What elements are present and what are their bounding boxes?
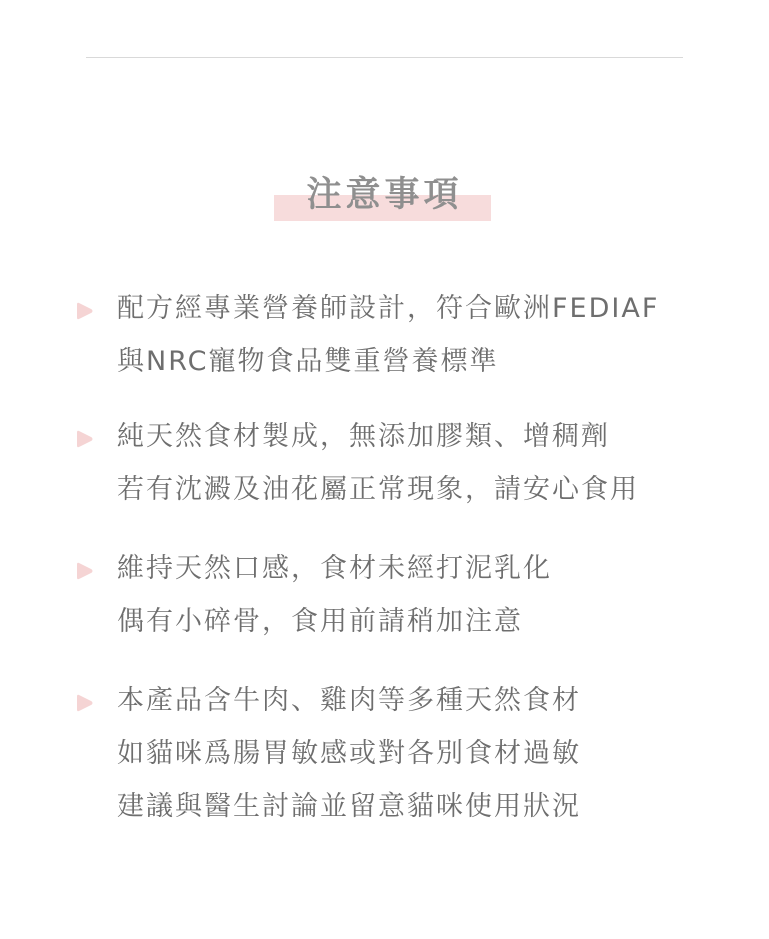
pink-triangle-bullet-icon: [74, 429, 94, 449]
note-line: 純天然食材製成，無添加膠類、增稠劑: [117, 421, 610, 452]
note-line: 維持天然口感，食材未經打泥乳化: [117, 553, 552, 584]
note-item: [0, 674, 769, 833]
note-line: 配方經專業營養師設計，符合歐洲FEDIAF: [117, 293, 660, 324]
note-line: 如貓咪爲腸胃敏感或對各別食材過敏: [117, 738, 581, 769]
pink-triangle-bullet-icon: [74, 693, 94, 713]
section-header: [0, 170, 769, 220]
note-line: 與NRC寵物食品雙重營養標準: [117, 346, 499, 377]
note-item: [0, 410, 769, 516]
page-title: [300, 170, 468, 220]
notes-list: [0, 282, 769, 859]
note-item: [0, 542, 769, 648]
note-line: 若有沈澱及油花屬正常現象，請安心食用: [117, 474, 639, 505]
pink-triangle-bullet-icon: [74, 561, 94, 581]
pink-triangle-bullet-icon: [74, 301, 94, 321]
note-line: 本產品含牛肉、雞肉等多種天然食材: [117, 685, 581, 716]
title-text: 注意事項: [306, 175, 463, 215]
note-item: [0, 282, 769, 388]
note-line: 偶有小碎骨，食用前請稍加注意: [117, 606, 523, 637]
top-divider: [86, 57, 683, 58]
note-line: 建議與醫生討論並留意貓咪使用狀況: [117, 791, 581, 822]
